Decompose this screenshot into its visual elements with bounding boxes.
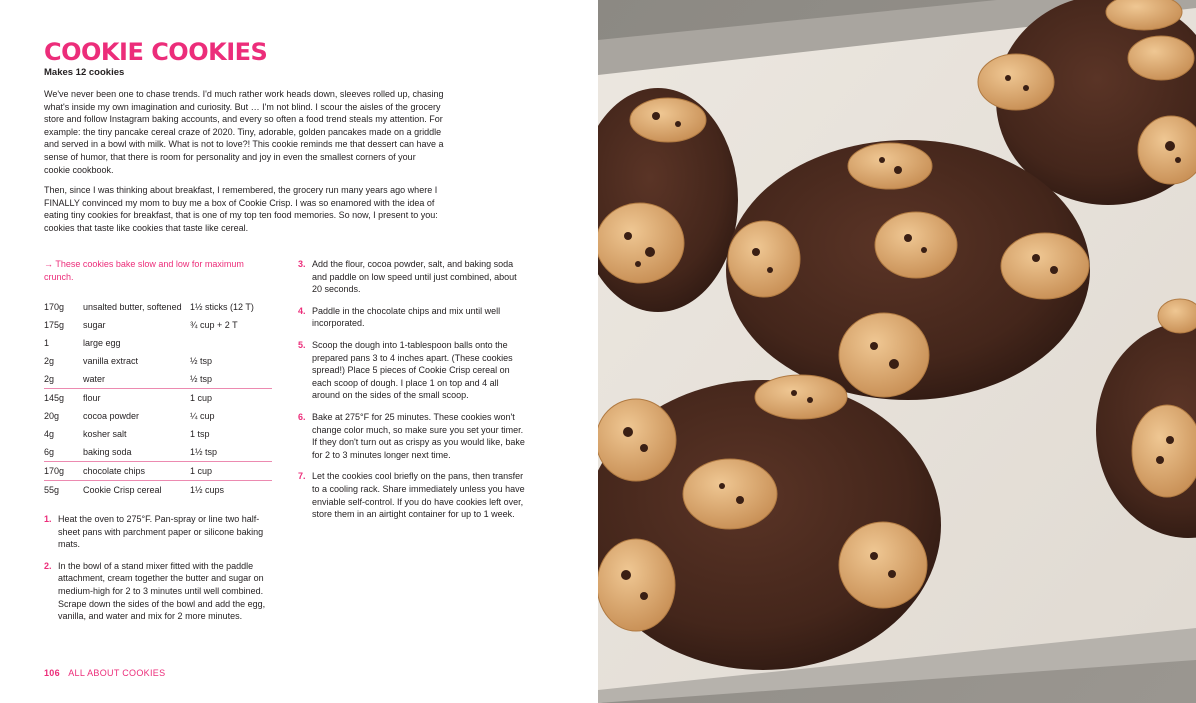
step-text: Scoop the dough into 1-tablespoon balls onto the prepared pans 3 to 4 inches apart. (These cookies spread!) Place 5 pieces of Cookie Crisp cereal on each scoop of dough. I place 1 on top and 4 all around on the sides of the small scoop. [312,339,513,401]
step-text: Paddle in the chocolate chips and mix until well incorporated. [312,305,501,329]
ingredient-volume: ½ tsp [190,356,213,366]
step-number: 4. [298,305,306,316]
ingredient-row [44,443,272,461]
ingredient-volume: ¾ cup + 2 T [190,320,238,330]
ingredient-grams: 145g [44,393,65,403]
intro-paragraph: We've never been one to chase trends. I'd much rather work heads down, sleeves rolled up, chasing what's inside my own imagination and curiosity. But … I'm not blind. I scour the aisles of the grocery store and follow Instagram baking accounts, and every so often a food trend steals my attention. For example: the tiny pancake cereal craze of 2020. Tiny, adorable, golden pancakes made on a griddle and served in a bowl with milk. What is not to love?! This cookie reminds me that dessert can have a sense of humor, that there is room for personality and joy in even the smallest corners of your cookie cookbook. [44,89,444,175]
ingredient-row [44,407,272,425]
method-steps-column-1 [44,513,274,632]
ingredient-volume: ½ tsp [190,374,213,384]
ingredient-row [44,352,272,370]
step-text: Add the flour, cocoa powder, salt, and baking soda and paddle on low speed until just combined, about 20 seconds. [312,259,517,295]
ingredient-volume [190,337,272,349]
ingredient-row [44,480,272,499]
step-number: 3. [298,259,306,269]
method-step [298,305,526,330]
ingredient-row [44,316,272,334]
ingredient-row [44,370,272,388]
ingredient-grams: 175g [44,320,65,330]
ingredient-name: sugar [83,320,106,330]
recipe-yield: Makes 12 cookies [44,67,125,78]
ingredient-name: Cookie Crisp cereal [83,485,162,495]
ingredient-row [44,461,272,480]
method-step [298,470,526,520]
ingredient-volume: 1½ cups [190,485,225,495]
recipe-intro [44,88,444,243]
ingredient-grams: 6g [44,447,55,457]
ingredient-grams: 4g [44,429,55,439]
section-title: ALL ABOUT COOKIES [68,668,166,678]
ingredient-name: unsalted butter, softened [83,302,182,312]
step-number: 6. [298,411,306,422]
ingredient-name: flour [83,393,101,403]
ingredient-name: baking soda [83,447,132,457]
ingredient-grams: 170g [44,302,65,312]
ingredient-volume: ¼ cup [190,411,215,421]
ingredient-grams: 55g [44,485,60,495]
ingredient-name: water [83,374,106,384]
ingredient-grams: 1 [44,338,50,348]
ingredient-row [44,425,272,443]
method-steps-column-2 [298,258,526,530]
step-text: Let the cookies cool briefly on the pans, then transfer to a cooling rack. Share immediately unless you have enviable self-control. If you do have cookies left over, store them in an airtight container for up to 1 week. [312,471,525,520]
ingredient-name: cocoa powder [83,411,140,421]
step-text: Bake at 275°F for 25 minutes. These cookies won't change color much, so make sure you set your timer. If they don't turn out as crispy as you would like, bake for 2 to 3 minutes longer next time. [312,411,525,460]
ingredient-name: chocolate chips [83,466,146,476]
ingredient-volume: 1 cup [190,393,213,403]
ingredient-name: kosher salt [83,429,127,439]
ingredient-grams: 2g [44,374,55,384]
cookie-photo-illustration [598,0,1196,703]
recipe-tip: → These cookies bake slow and low for maximum crunch. [44,259,244,282]
ingredient-name: large egg [83,338,121,348]
method-step [298,258,526,296]
step-number: 5. [298,339,306,350]
ingredient-grams: 2g [44,356,55,366]
method-step [298,339,526,402]
step-number: 2. [44,560,52,571]
step-text: In the bowl of a stand mixer fitted with the paddle attachment, cream together the butter and sugar on medium-high for 2 to 3 minutes until well combined. Scrape down the sides of the bowl and add the egg, vanilla, and water and mix for 2 more minutes. [58,560,266,622]
page-footer [44,668,165,678]
ingredient-name: vanilla extract [83,356,139,366]
page-number: 106 [44,668,60,678]
ingredient-volume: 1 tsp [190,429,210,439]
ingredient-volume: 1 cup [190,466,213,476]
ingredient-row [44,388,272,407]
ingredient-grams: 20g [44,411,60,421]
method-step [44,513,274,551]
ingredient-table [44,298,272,499]
ingredient-row [44,298,272,316]
step-number: 7. [298,471,306,482]
ingredient-volume: 1½ tsp [190,447,218,457]
intro-paragraph: Then, since I was thinking about breakfast, I remembered, the grocery run many years ago where I FINALLY convinced my mom to buy me a box of Cookie Crisp. I was so enamored with the idea of eating tiny cookies for breakfast, that is one of my top ten food memories. So now, I present to you: cookies that taste like cookies that taste like cereal. [44,185,438,233]
step-text: Heat the oven to 275°F. Pan-spray or line two half-sheet pans with parchment paper or silicone baking mats. [58,514,264,550]
method-step [298,411,526,461]
method-step [44,560,274,623]
ingredient-volume: 1½ sticks (12 T) [190,302,254,312]
cookie-photo [598,0,1196,703]
ingredient-row [44,334,272,352]
ingredient-grams: 170g [44,466,65,476]
step-number: 1. [44,514,52,524]
recipe-title: COOKIE COOKIES [44,38,268,66]
